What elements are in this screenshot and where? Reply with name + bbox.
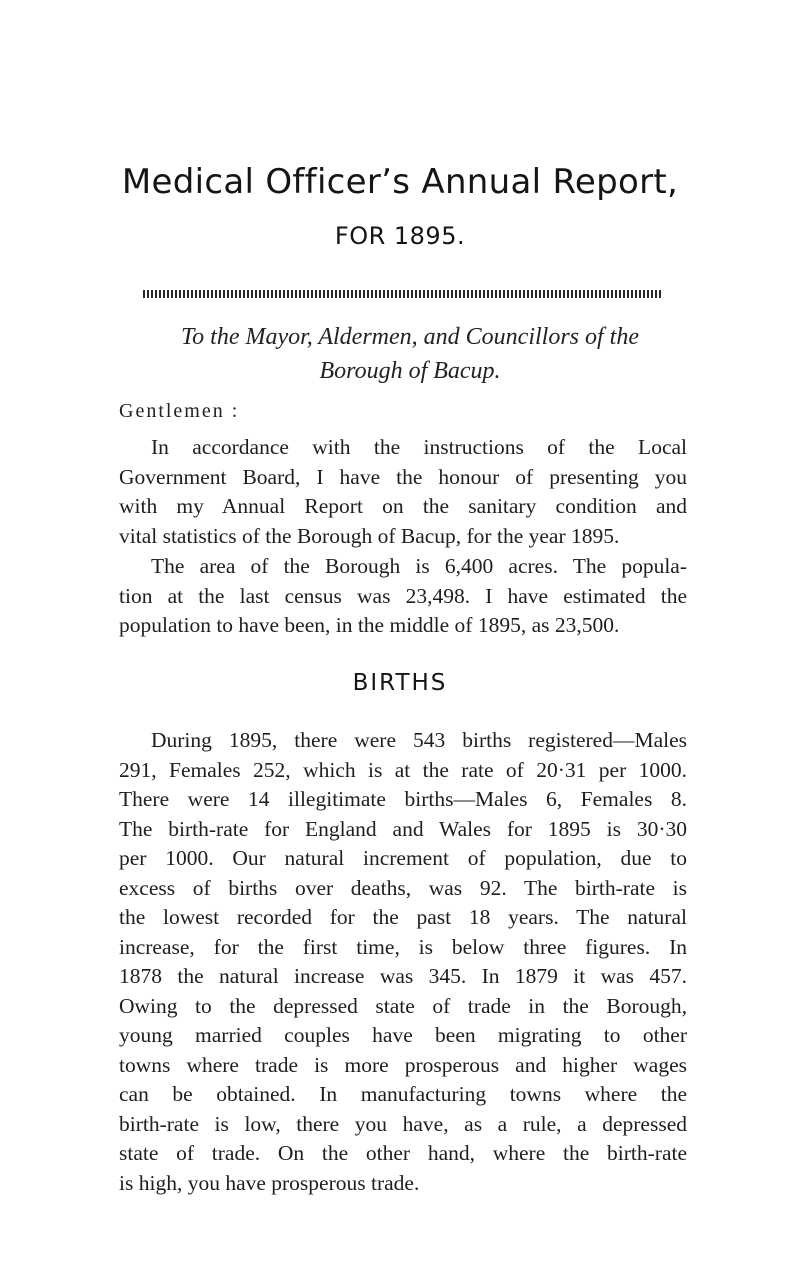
dedication xyxy=(160,320,660,388)
text-line: The area of the Borough is 6,400 acres. The popula- xyxy=(151,554,687,578)
text-line: 1878 the natural increase was 345. In 1879 it was 457. xyxy=(119,964,687,988)
text-line: young married couples have been migrating to other xyxy=(119,1023,687,1047)
paragraph-births xyxy=(119,726,687,1198)
text-line: The birth-rate for England and Wales for 1895 is 30·30 xyxy=(119,816,687,841)
paragraph-instructions xyxy=(119,433,687,551)
dedication-line: Borough of Bacup. xyxy=(319,358,501,384)
text-line: per 1000. Our natural increment of population, due to xyxy=(119,846,687,870)
paragraph-population xyxy=(119,552,687,641)
text-line: There were 14 illegitimate births—Males 6, Females 8. xyxy=(119,787,687,811)
report-title: Medical Officer’s Annual Report, xyxy=(121,162,679,202)
text-line: vital statistics of the Borough of Bacup, for the year 1895. xyxy=(119,523,620,548)
text-line: Government Board, I have the honour of presenting you xyxy=(119,464,687,489)
text-line: tion at the last census was 23,498. I have estimated the xyxy=(119,583,687,608)
text-line: is high, you have prosperous trade. xyxy=(119,1170,420,1195)
text-line: population to have been, in the middle of 1895, as 23,500. xyxy=(119,613,620,637)
text-line: Owing to the depressed state of trade in the Borough, xyxy=(119,993,687,1018)
section-heading-births: BIRTHS xyxy=(352,670,448,696)
salutation: Gentlemen : xyxy=(119,400,240,422)
text-line: excess of births over deaths, was 92. The birth-rate is xyxy=(119,875,687,900)
text-line: state of trade. On the other hand, where the birth-rate xyxy=(119,1141,687,1165)
text-line: In accordance with the instructions of the Local xyxy=(151,435,687,459)
report-year: FOR 1895. xyxy=(334,222,466,250)
text-line: the lowest recorded for the past 18 years. The natural xyxy=(119,905,687,929)
decorative-rule xyxy=(143,290,663,298)
text-line: increase, for the first time, is below three figures. In xyxy=(119,934,687,959)
text-line: towns where trade is more prosperous and higher wages xyxy=(119,1052,687,1077)
dedication-line: To the Mayor, Aldermen, and Councillors of the xyxy=(181,324,639,350)
text-line: with my Annual Report on the sanitary condition and xyxy=(119,494,687,518)
text-line: During 1895, there were 543 births registered—Males xyxy=(151,728,687,752)
text-line: birth-rate is low, there you have, as a rule, a depressed xyxy=(119,1111,687,1136)
text-line: can be obtained. In manufacturing towns where the xyxy=(119,1082,687,1106)
text-line: 291, Females 252, which is at the rate of 20·31 per 1000. xyxy=(119,757,687,782)
